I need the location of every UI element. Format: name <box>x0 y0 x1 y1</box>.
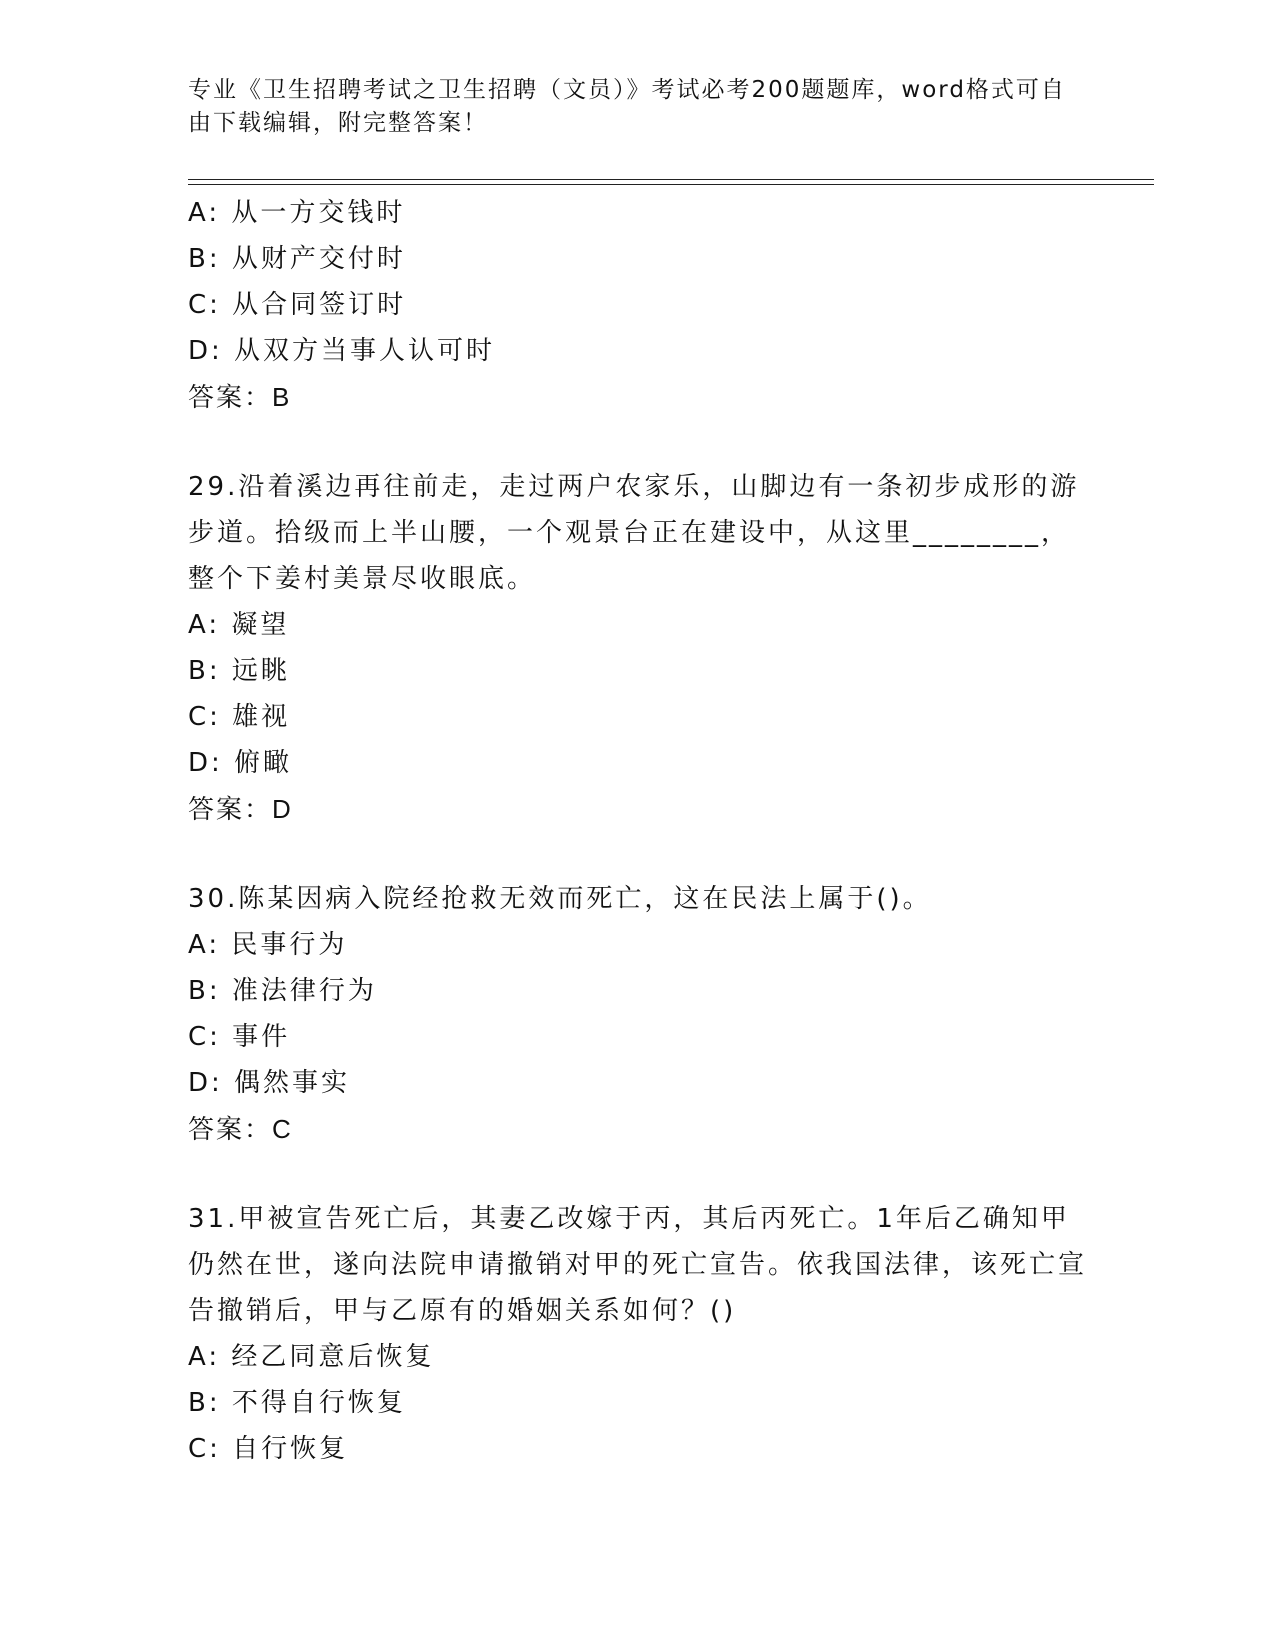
option-a: A: 从一方交钱时 <box>188 198 406 228</box>
header-divider-bottom <box>188 184 1154 185</box>
question-stem: 31.甲被宣告死亡后，其妻乙改嫁于丙，其后丙死亡。1年后乙确知甲仍然在世，遂向法院申请撤销对甲的死亡宣告。依我国法律，该死亡宣告撤销后，甲与乙原有的婚姻关系如何？() <box>188 1204 1088 1326</box>
option-b: B: 远眺 <box>188 656 290 686</box>
answer-line: 答案：B <box>188 382 292 412</box>
option-b: B: 从财产交付时 <box>188 244 406 274</box>
question-stem: 30.陈某因病入院经抢救无效而死亡，这在民法上属于()。 <box>188 884 932 914</box>
option-a: A: 凝望 <box>188 610 290 640</box>
option-a: A: 经乙同意后恢复 <box>188 1342 435 1372</box>
option-d: D: 偶然事实 <box>188 1068 351 1098</box>
answer-line: 答案：C <box>188 1114 293 1144</box>
option-b: B: 不得自行恢复 <box>188 1388 406 1418</box>
option-c: C: 事件 <box>188 1022 291 1052</box>
option-b: B: 准法律行为 <box>188 976 377 1006</box>
question-list <box>188 190 1088 1472</box>
option-d: D: 俯瞰 <box>188 748 293 778</box>
option-d: D: 从双方当事人认可时 <box>188 336 496 366</box>
question-31 <box>188 1196 1088 1472</box>
option-c: C: 雄视 <box>188 702 291 732</box>
question-stem: 29.沿着溪边再往前走，走过两户农家乐，山脚边有一条初步成形的游步道。拾级而上半山腰，一个观景台正在建设中，从这里________，整个下姜村美景尽收眼底。 <box>188 472 1080 594</box>
option-c: C: 从合同签订时 <box>188 290 407 320</box>
option-c: C: 自行恢复 <box>188 1434 349 1464</box>
option-a: A: 民事行为 <box>188 930 348 960</box>
question-29 <box>188 464 1088 832</box>
page-header: 专业《卫生招聘考试之卫生招聘（文员）》考试必考200题题库，word格式可自由下载编辑，附完整答案！ <box>188 77 1066 136</box>
question-30 <box>188 876 1088 1152</box>
header-divider-top <box>188 179 1154 180</box>
answer-line: 答案：D <box>188 794 293 824</box>
question-block-continued <box>188 190 1088 420</box>
